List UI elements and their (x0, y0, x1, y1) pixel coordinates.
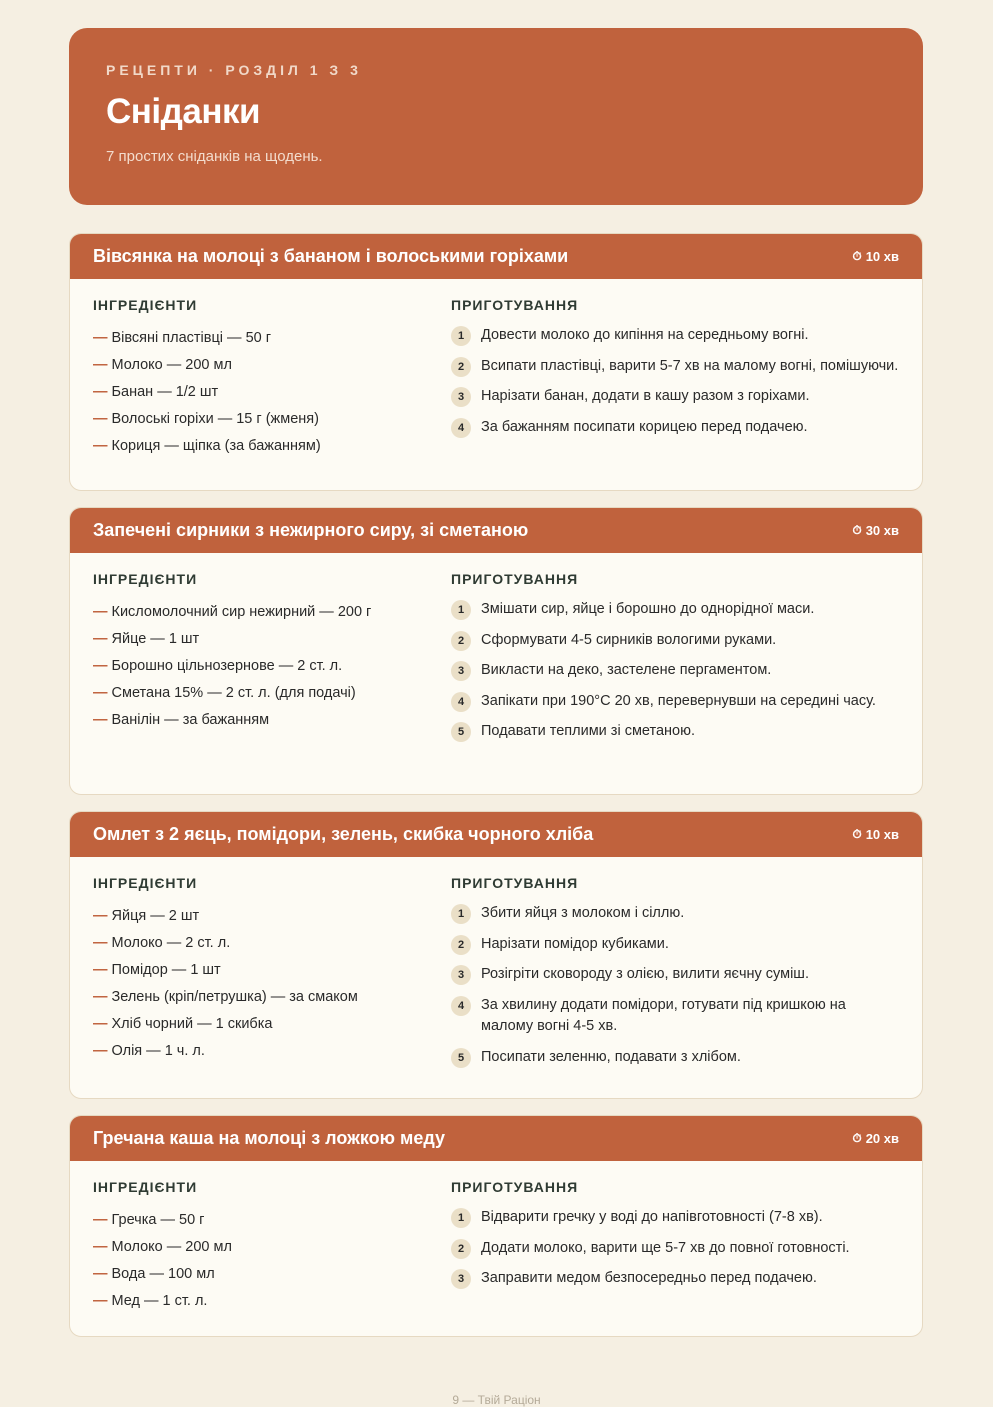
ingredient-item (93, 325, 451, 352)
step-text: Посипати зеленню, подавати з хлібом. (481, 1048, 741, 1065)
ingredient-text: Олія — 1 ч. л. (111, 1043, 205, 1059)
step-number: 3 (451, 965, 471, 985)
ingredient-text: Кисломолочний сир нежирний — 200 г (111, 604, 372, 620)
ingredient-text: Молоко — 200 мл (111, 357, 232, 373)
ingredient-text: Кориця — щіпка (за бажанням) (111, 438, 321, 454)
ingredient-item (93, 433, 451, 460)
recipe-header (70, 234, 922, 279)
ingredients-column (93, 1179, 451, 1315)
dash-bullet: — (93, 384, 108, 400)
recipe-body (70, 279, 922, 460)
recipe-body (70, 553, 922, 752)
step-number: 5 (451, 1048, 471, 1068)
recipe-card (69, 1115, 923, 1337)
recipe-time (852, 827, 899, 842)
recipe-title: Вівсянка на молоці з бананом і волоськими горіхами (93, 246, 569, 266)
step-item (451, 417, 899, 439)
step-text: Всипати пластівці, варити 5-7 хв на малому вогні, помішуючи. (481, 357, 899, 374)
timer-icon: ⏱ (852, 249, 862, 263)
ingredient-item (93, 1288, 451, 1315)
recipe-header (70, 508, 922, 553)
timer-icon: ⏱ (852, 523, 862, 537)
ingredient-item (93, 984, 451, 1011)
ingredient-text: Вода — 100 мл (111, 1266, 215, 1282)
ingredient-item (93, 707, 451, 734)
step-item (451, 386, 899, 408)
recipe-time-value: 10 хв (865, 249, 899, 264)
step-text: Сформувати 4-5 сирників вологими руками. (481, 631, 777, 648)
ingredients-heading: ІНГРЕДІЄНТИ (93, 297, 198, 313)
steps-heading: ПРИГОТУВАННЯ (451, 1179, 579, 1195)
steps-column (451, 297, 899, 460)
page-subtitle: 7 простих сніданків на щодень. (106, 148, 323, 165)
ingredient-text: Яйце — 1 шт (111, 631, 200, 647)
ingredient-text: Банан — 1/2 шт (111, 384, 219, 400)
ingredients-column (93, 297, 451, 460)
step-text: Змішати сир, яйце і борошно до однорідної маси. (481, 601, 815, 617)
step-item (451, 934, 899, 956)
steps-column (451, 1179, 899, 1315)
step-item (451, 630, 899, 652)
recipe-card (69, 507, 923, 795)
dash-bullet: — (93, 1239, 108, 1255)
step-number: 4 (451, 418, 471, 438)
steps-heading: ПРИГОТУВАННЯ (451, 875, 579, 891)
step-text: За бажанням посипати корицею перед подачею. (481, 418, 808, 435)
step-number: 2 (451, 1239, 471, 1259)
hero-banner (69, 28, 923, 205)
step-item (451, 1268, 899, 1290)
step-item (451, 1238, 899, 1260)
recipe-title: Гречана каша на молоці з ложкою меду (93, 1128, 446, 1148)
dash-bullet: — (93, 1293, 108, 1309)
step-text: Додати молоко, варити ще 5-7 хв до повної готовності. (481, 1239, 850, 1256)
ingredients-column (93, 571, 451, 752)
recipe-time (852, 1131, 899, 1146)
recipe-time (852, 523, 899, 538)
step-item (451, 599, 899, 621)
ingredient-text: Хліб чорний — 1 скибка (111, 1016, 273, 1032)
recipe-title: Омлет з 2 яєць, помідори, зелень, скибка чорного хліба (93, 824, 594, 844)
ingredient-text: Молоко — 2 ст. л. (111, 935, 231, 951)
step-item (451, 325, 899, 347)
ingredient-item (93, 903, 451, 930)
ingredient-text: Молоко — 200 мл (111, 1239, 232, 1255)
dash-bullet: — (93, 962, 108, 978)
dash-bullet: — (93, 438, 108, 454)
step-text: За хвилину додати помідори, готувати під кришкою на малому вогні 4-5 хв. (481, 996, 846, 1034)
dash-bullet: — (93, 1266, 108, 1282)
step-item (451, 995, 899, 1038)
dash-bullet: — (93, 712, 108, 728)
ingredient-item (93, 957, 451, 984)
ingredient-text: Зелень (кріп/петрушка) — за смаком (111, 989, 358, 1005)
ingredient-text: Гречка — 50 г (111, 1212, 205, 1228)
ingredient-item (93, 653, 451, 680)
step-number: 1 (451, 904, 471, 924)
ingredient-item (93, 680, 451, 707)
ingredient-item (93, 1011, 451, 1038)
recipe-header (70, 812, 922, 857)
recipe-card (69, 811, 923, 1099)
recipe-time-value: 20 хв (865, 1131, 899, 1146)
step-item (451, 903, 899, 925)
step-item (451, 691, 899, 713)
ingredient-text: Сметана 15% — 2 ст. л. (для подачі) (111, 685, 356, 701)
dash-bullet: — (93, 357, 108, 373)
step-text: Збити яйця з молоком і сіллю. (481, 905, 685, 921)
step-text: Відварити гречку у воді до напівготовності (7-8 хв). (481, 1209, 823, 1225)
dash-bullet: — (93, 1043, 108, 1059)
ingredient-text: Мед — 1 ст. л. (111, 1293, 208, 1309)
step-item (451, 964, 899, 986)
recipe-time-value: 10 хв (865, 827, 899, 842)
ingredient-item (93, 406, 451, 433)
steps-heading: ПРИГОТУВАННЯ (451, 571, 579, 587)
ingredients-heading: ІНГРЕДІЄНТИ (93, 571, 198, 587)
ingredient-item (93, 930, 451, 957)
recipe-body (70, 857, 922, 1077)
step-number: 3 (451, 1269, 471, 1289)
step-number: 5 (451, 722, 471, 742)
dash-bullet: — (93, 604, 108, 620)
ingredients-heading: ІНГРЕДІЄНТИ (93, 1179, 198, 1195)
step-text: Запікати при 190°C 20 хв, перевернувши на середині часу. (481, 692, 876, 709)
dash-bullet: — (93, 658, 108, 674)
ingredient-text: Волоські горіхи — 15 г (жменя) (111, 411, 319, 427)
ingredient-text: Вівсяні пластівці — 50 г (111, 330, 272, 346)
step-number: 2 (451, 357, 471, 377)
steps-heading: ПРИГОТУВАННЯ (451, 297, 579, 313)
dash-bullet: — (93, 330, 108, 346)
step-text: Заправити медом безпосередньо перед подачею. (481, 1270, 817, 1286)
page-title: Сніданки (106, 92, 260, 131)
step-text: Викласти на деко, застелене пергаментом. (481, 662, 772, 678)
ingredient-item (93, 352, 451, 379)
step-item (451, 1047, 899, 1069)
dash-bullet: — (93, 1016, 108, 1032)
step-number: 2 (451, 631, 471, 651)
step-text: Розігріти сковороду з олією, вилити яєчну суміш. (481, 966, 809, 982)
ingredient-text: Яйця — 2 шт (111, 908, 200, 924)
ingredients-column (93, 875, 451, 1077)
dash-bullet: — (93, 1212, 108, 1228)
recipe-time-value: 30 хв (865, 523, 899, 538)
recipe-body (70, 1161, 922, 1315)
step-text: Нарізати помідор кубиками. (481, 935, 669, 952)
page-footer: 9 — Твій Раціон (452, 1393, 541, 1407)
ingredient-text: Помідор — 1 шт (111, 962, 221, 978)
step-item (451, 660, 899, 682)
ingredient-text: Ванілін — за бажанням (111, 712, 270, 728)
recipe-card (69, 233, 923, 491)
recipe-time (852, 249, 899, 264)
timer-icon: ⏱ (852, 1131, 862, 1145)
dash-bullet: — (93, 935, 108, 951)
step-text: Нарізати банан, додати в кашу разом з горіхами. (481, 388, 810, 404)
dash-bullet: — (93, 631, 108, 647)
ingredient-item (93, 1207, 451, 1234)
timer-icon: ⏱ (852, 827, 862, 841)
dash-bullet: — (93, 908, 108, 924)
step-number: 3 (451, 387, 471, 407)
step-number: 1 (451, 1208, 471, 1228)
steps-column (451, 875, 899, 1077)
dash-bullet: — (93, 989, 108, 1005)
step-text: Довести молоко до кипіння на середньому вогні. (481, 327, 809, 343)
step-number: 1 (451, 600, 471, 620)
ingredient-item (93, 1038, 451, 1065)
step-number: 4 (451, 996, 471, 1016)
section-kicker: РЕЦЕПТИ · РОЗДІЛ 1 З 3 (106, 62, 362, 78)
step-number: 4 (451, 692, 471, 712)
steps-column (451, 571, 899, 752)
recipe-title: Запечені сирники з нежирного сиру, зі сметаною (93, 520, 529, 540)
ingredient-item (93, 599, 451, 626)
ingredients-heading: ІНГРЕДІЄНТИ (93, 875, 198, 891)
step-number: 1 (451, 326, 471, 346)
step-item (451, 721, 899, 743)
step-item (451, 1207, 899, 1229)
step-text: Подавати теплими зі сметаною. (481, 723, 696, 739)
recipe-header (70, 1116, 922, 1161)
ingredient-item (93, 626, 451, 653)
ingredient-text: Борошно цільнозернове — 2 ст. л. (111, 658, 343, 674)
step-number: 2 (451, 935, 471, 955)
step-number: 3 (451, 661, 471, 681)
ingredient-item (93, 379, 451, 406)
dash-bullet: — (93, 685, 108, 701)
step-item (451, 356, 899, 378)
dash-bullet: — (93, 411, 108, 427)
ingredient-item (93, 1261, 451, 1288)
ingredient-item (93, 1234, 451, 1261)
